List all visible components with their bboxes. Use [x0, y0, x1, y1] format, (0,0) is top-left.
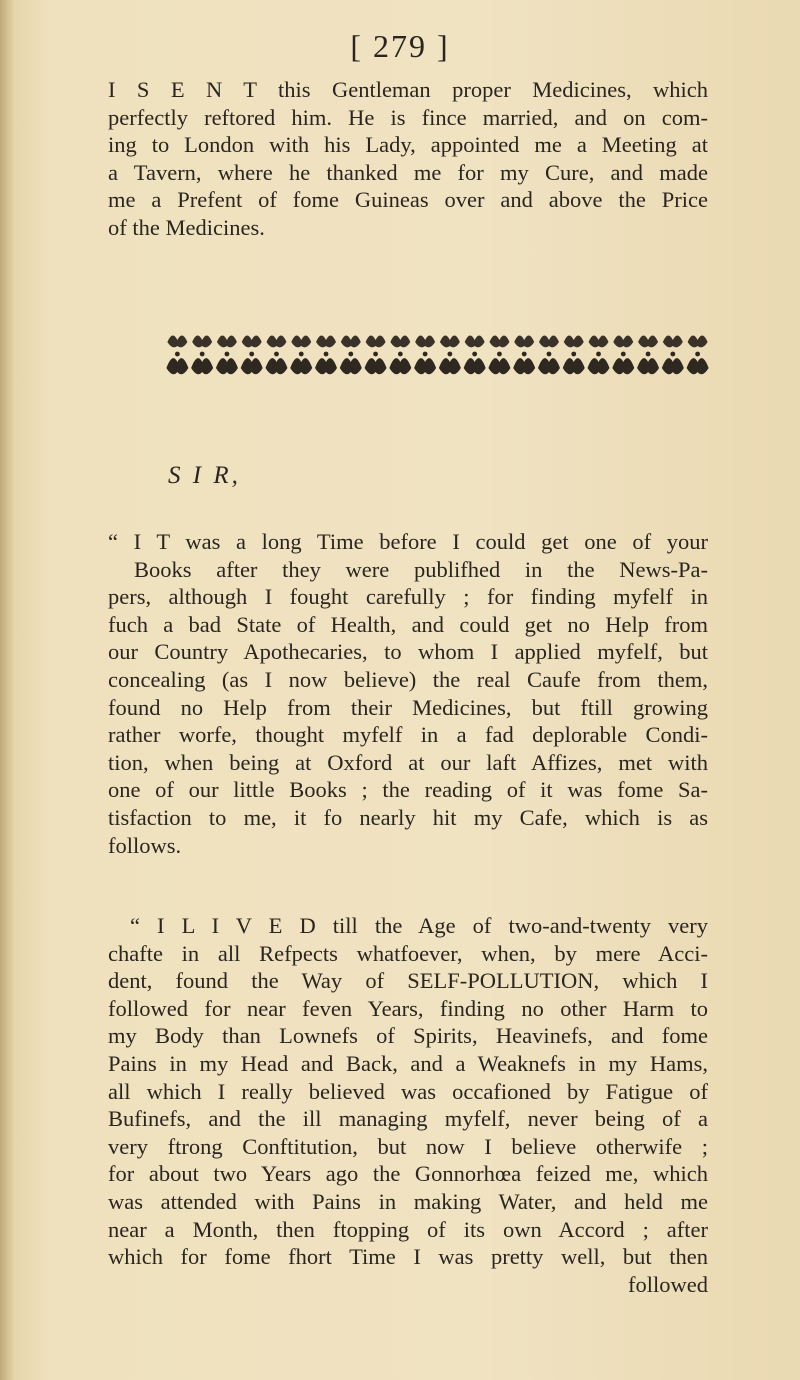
- text-line: ing to London with his Lady, appointed me a Meeting at: [108, 132, 708, 158]
- fleuron-icon: [290, 335, 312, 374]
- fleuron-icon: [612, 335, 634, 374]
- text-line: found no Help from their Medicines, but ftill growing: [108, 694, 708, 720]
- text-line: our Country Apothecaries, to whom I applied myfelf, but: [108, 639, 708, 665]
- text-line: dent, found the Way of SELF-POLLUTION, which I: [108, 968, 708, 994]
- fleuron-icon: [563, 335, 585, 374]
- page-number: [ 279 ]: [350, 28, 450, 64]
- text-line: followed for near feven Years, finding no other Harm to: [108, 995, 708, 1021]
- text-line: for about two Years ago the Gonnorhœa feized me, which: [108, 1161, 708, 1187]
- fleuron-icon: [538, 335, 560, 374]
- text-line: perfectly reftored him. He is fince married, and on com-: [108, 104, 708, 130]
- catchword: followed: [628, 1271, 708, 1297]
- fleuron-icon: [662, 335, 684, 374]
- text-line: Bufinefs, and the ill managing myfelf, never being of a: [108, 1106, 708, 1132]
- fleuron-icon: [414, 335, 436, 374]
- text-line: of the Medicines.: [108, 214, 265, 240]
- text-line: my Body than Lownefs of Spirits, Heavinefs, and fome: [108, 1023, 708, 1049]
- text-line: tisfaction to me, it fo nearly hit my Cafe, which is as: [108, 804, 708, 830]
- text-line: Books after they were publifhed in the News-Pa-: [134, 556, 708, 582]
- text-line: all which I really believed was occafioned by Fatigue of: [108, 1078, 708, 1104]
- text-line: which for fome fhort Time I was pretty well, but then: [108, 1244, 708, 1270]
- ornament-band-icon: [165, 328, 710, 380]
- text-line: Pains in my Head and Back, and a Weaknefs in my Hams,: [108, 1050, 708, 1076]
- text-line: fuch a bad State of Health, and could get no Help from: [108, 611, 708, 637]
- fleuron-icon: [315, 335, 337, 374]
- text-line: a Tavern, where he thanked me for my Cure, and made: [108, 159, 708, 185]
- fleuron-icon: [216, 335, 238, 374]
- text-line: concealing (as I now believe) the real Caufe from them,: [108, 666, 708, 692]
- text-line: tion, when being at Oxford at our laft Affizes, met with: [108, 749, 708, 775]
- fleuron-icon: [513, 335, 535, 374]
- fleuron-icon: [389, 335, 411, 374]
- salutation: S I R,: [168, 462, 241, 489]
- text-line: one of our little Books ; the reading of it was fome Sa-: [108, 777, 708, 803]
- fleuron-icon: [166, 335, 188, 374]
- fleuron-icon: [439, 335, 461, 374]
- text-line: pers, although I fought carefully ; for finding myfelf in: [108, 584, 708, 610]
- fleuron-icon: [464, 335, 486, 374]
- fleuron-icon: [365, 335, 387, 374]
- fleuron-icon: [191, 335, 213, 374]
- fleuron-icon: [637, 335, 659, 374]
- paragraph-cure-account: [108, 76, 708, 242]
- paragraph-letter-opening: [108, 528, 708, 859]
- fleuron-icon: [488, 335, 510, 374]
- fleuron-icon: [588, 335, 610, 374]
- fleuron-icon: [241, 335, 263, 374]
- fleuron-icon: [340, 335, 362, 374]
- text-line: “ I L I V E D till the Age of two-and-twenty very: [130, 913, 708, 938]
- text-line: follows.: [108, 832, 182, 858]
- text-line: I S E N T this Gentleman proper Medicines, which: [108, 77, 708, 102]
- fleuron-icon: [265, 335, 287, 374]
- fleuron-icon: [687, 335, 709, 374]
- text-line: very ftrong Conftitution, but now I believe otherwife ;: [108, 1133, 708, 1159]
- text-line: near a Month, then ftopping of its own Accord ; after: [108, 1216, 708, 1242]
- binding-gutter: [0, 0, 14, 1380]
- text-line: me a Prefent of fome Guineas over and above the Price: [108, 187, 708, 213]
- text-line: was attended with Pains in making Water, and held me: [108, 1188, 708, 1214]
- text-line: rather worfe, thought myfelf in a fad deplorable Condi-: [108, 722, 708, 748]
- text-line: chafte in all Refpects whatfoever, when, by mere Acci-: [108, 940, 708, 966]
- paragraph-case-history: [108, 912, 708, 1298]
- text-line: “ I T was a long Time before I could get one of your: [108, 529, 708, 554]
